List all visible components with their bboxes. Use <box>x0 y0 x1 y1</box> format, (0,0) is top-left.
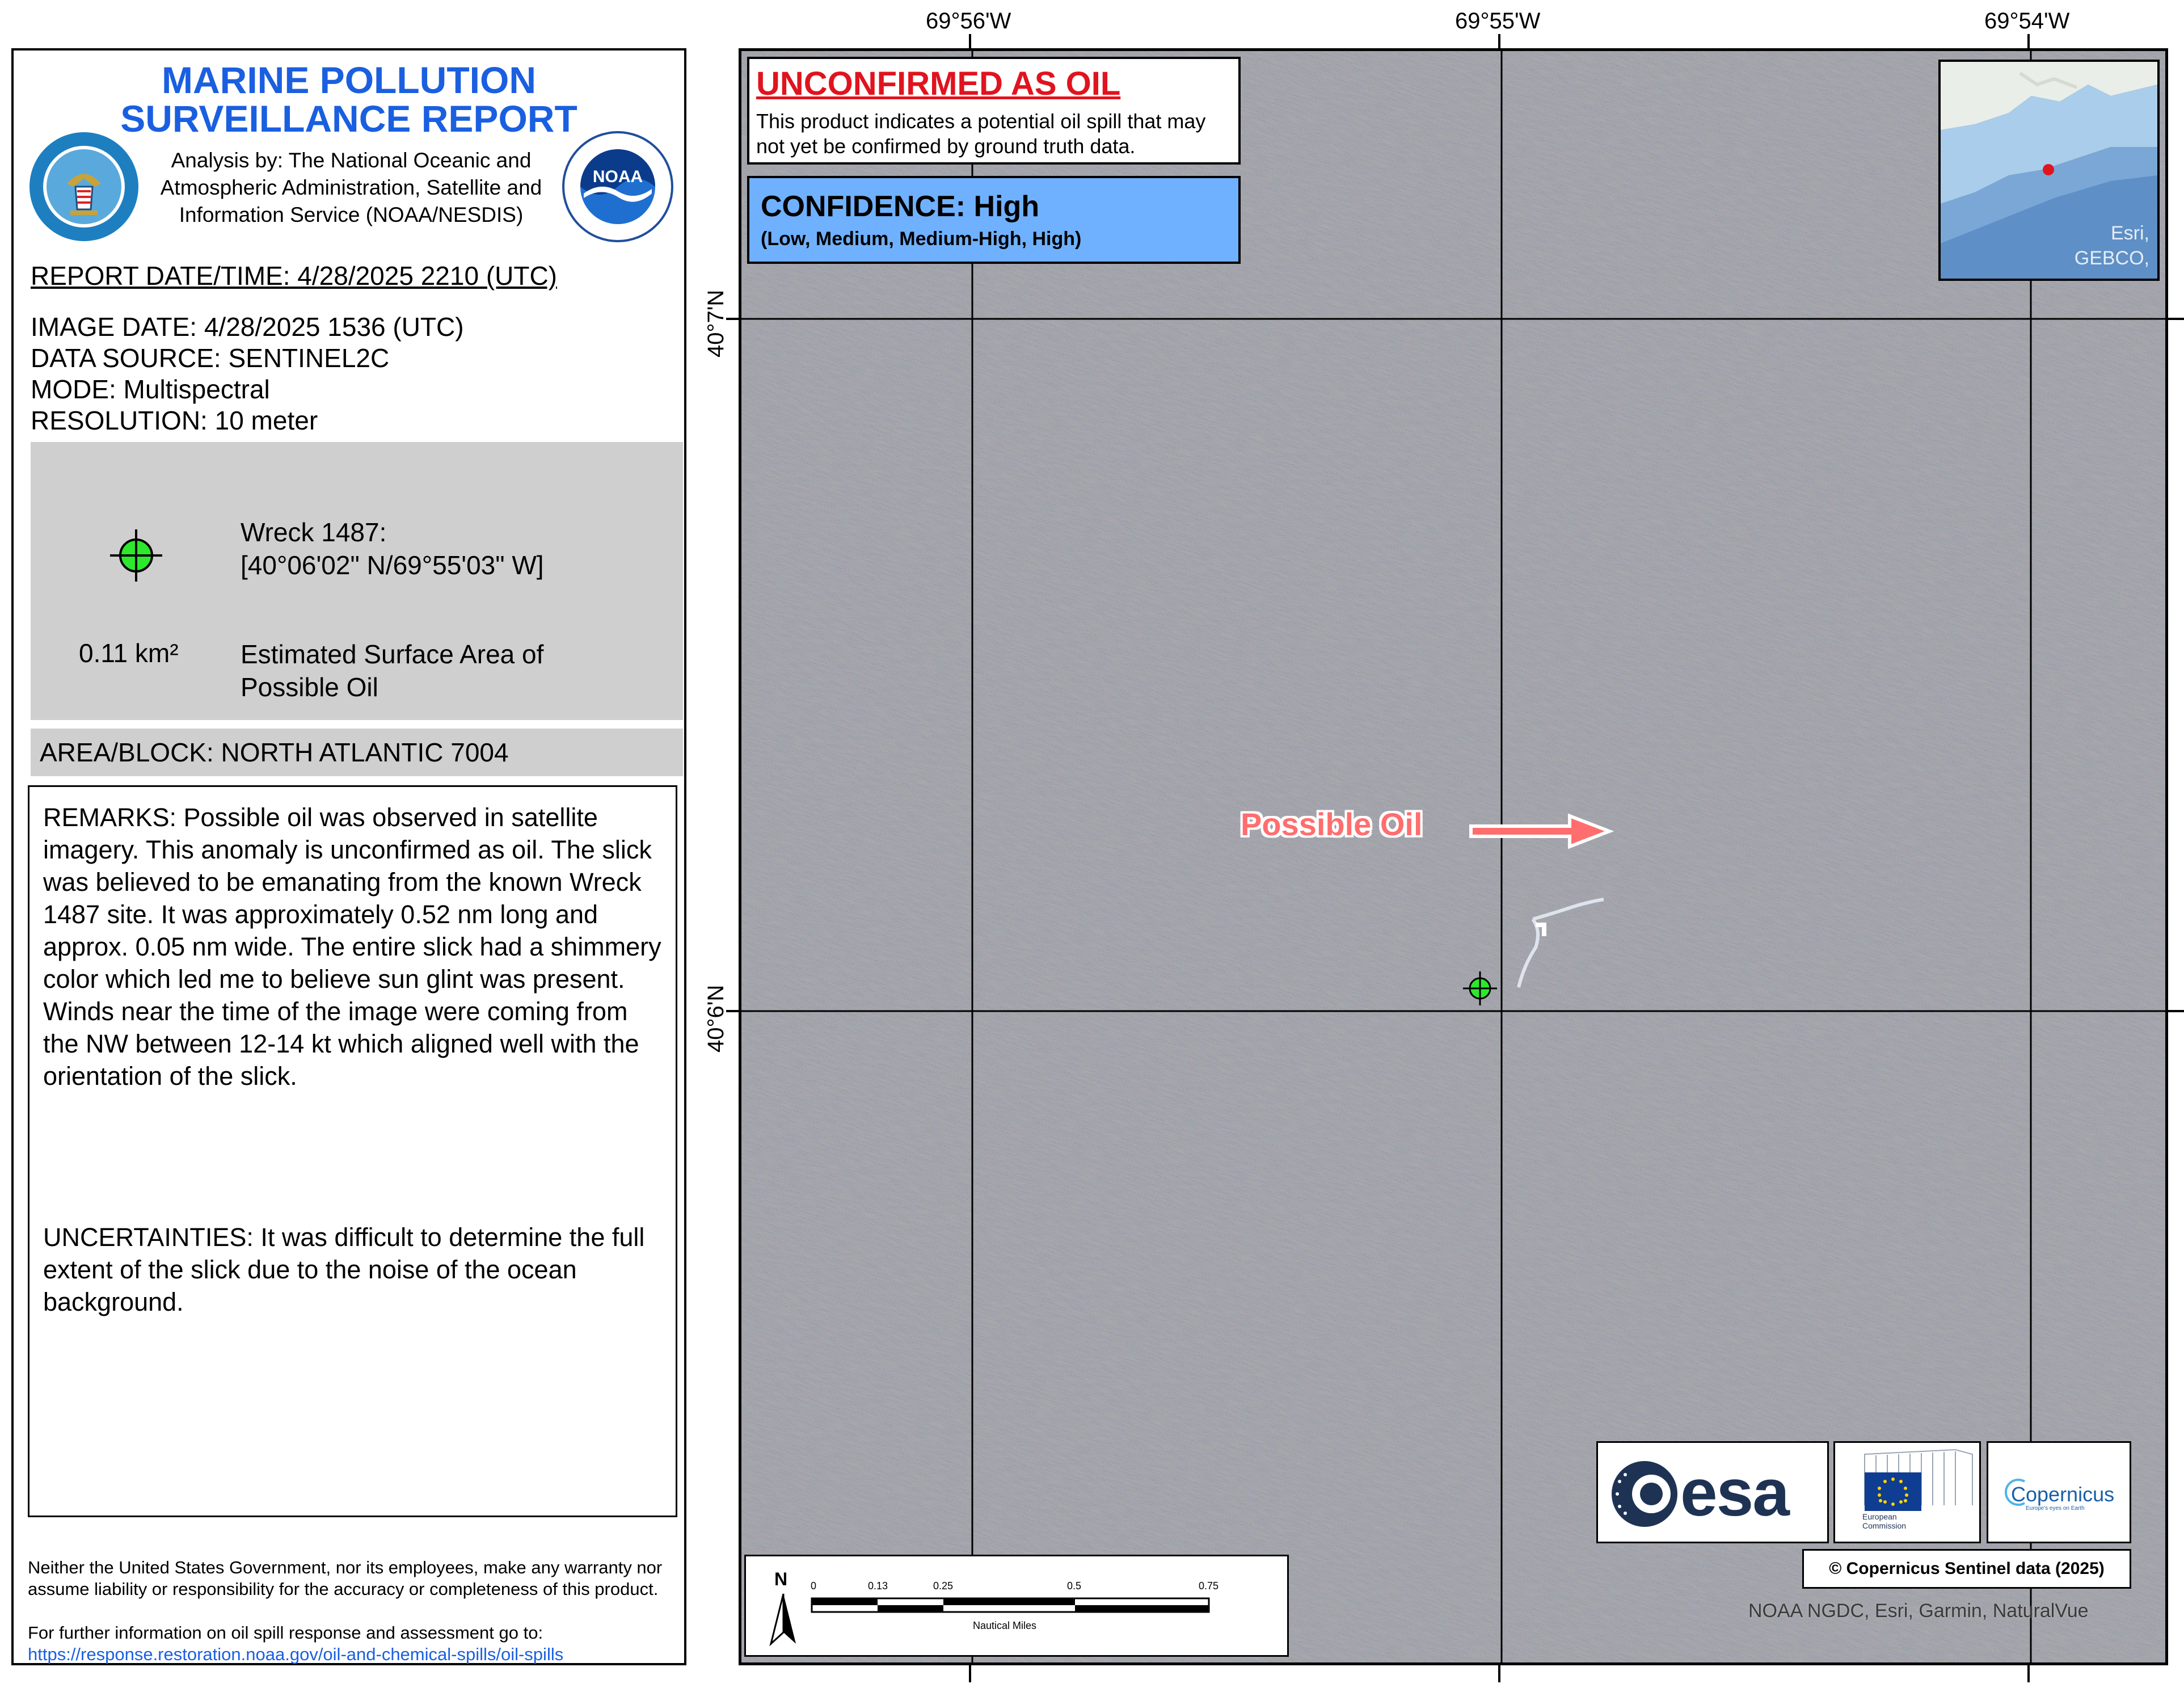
noaa-logo-icon <box>561 130 674 243</box>
inset-map[interactable] <box>1938 60 2160 281</box>
scale-tick-2: 0.25 <box>933 1580 954 1592</box>
more-info-link[interactable]: https://response.restoration.noaa.gov/oil-and-chemical-spills/oil-spills <box>28 1644 564 1664</box>
scale-bar <box>744 1555 1289 1657</box>
longitude-label-2: 69°55'W <box>1455 9 1541 33</box>
scale-tick-4: 0.75 <box>1199 1580 1219 1592</box>
satellite-imagery[interactable] <box>741 51 2165 1662</box>
wreck-crosshair-icon <box>108 527 165 584</box>
report-title-line2: SURVEILLANCE REPORT <box>120 98 577 140</box>
image-date: IMAGE DATE: 4/28/2025 1536 (UTC) <box>31 312 464 342</box>
area-description-line2: Possible Oil <box>241 672 378 702</box>
north-label: N <box>774 1569 788 1589</box>
area-value: 0.11 km² <box>79 638 179 668</box>
disclaimer-text: Neither the United States Government, nor its employees, make any warranty nor assume liability or responsibility for the accuracy or completeness of this product. <box>28 1557 663 1599</box>
area-block: AREA/BLOCK: NORTH ATLANTIC 7004 <box>31 729 683 776</box>
area-description-line1: Estimated Surface Area of <box>241 639 544 669</box>
wreck-name: Wreck 1487: <box>241 517 387 547</box>
data-source: DATA SOURCE: SENTINEL2C <box>31 343 390 373</box>
scale-tick-0: 0 <box>811 1580 817 1592</box>
unconfirmed-notice <box>747 57 1241 165</box>
mode: MODE: Multispectral <box>31 374 270 404</box>
resolution: RESOLUTION: 10 meter <box>31 406 318 435</box>
possible-oil-label: Possible Oil <box>1241 806 1423 842</box>
report-datetime: REPORT DATE/TIME: 4/28/2025 2210 (UTC) <box>31 261 557 291</box>
inset-attribution-line1: Esri, <box>2111 222 2149 244</box>
ec-label-line1: European <box>1862 1512 1897 1521</box>
latitude-label-2: 40°6'N <box>703 984 728 1053</box>
latitude-label-1: 40°7'N <box>703 289 728 357</box>
esa-swirl-icon <box>1609 1459 1680 1530</box>
more-info-prefix: For further information on oil spill response and assessment go to: <box>28 1623 543 1643</box>
copernicus-tagline: Europe's eyes on Earth <box>2026 1505 2085 1512</box>
map-view[interactable] <box>739 48 2168 1665</box>
ec-building-icon <box>1842 1449 1976 1511</box>
report-title-line1: MARINE POLLUTION <box>162 59 536 101</box>
scale-tick-1: 0.13 <box>868 1580 888 1592</box>
unconfirmed-description: This product indicates a potential oil spill that may not yet be confirmed by ground truth data. <box>756 110 1206 158</box>
scale-units: Nautical Miles <box>973 1620 1037 1631</box>
inset-attribution <box>2075 221 2149 271</box>
north-arrow-icon <box>766 1592 800 1648</box>
inset-attribution-line2: GEBCO, <box>2074 247 2149 269</box>
confidence-label: CONFIDENCE: High <box>761 190 1040 223</box>
basemap-credit: NOAA NGDC, Esri, Garmin, NaturalVue <box>1748 1600 2089 1622</box>
remarks-box <box>28 785 677 1517</box>
arrow-right-icon <box>1468 811 1615 851</box>
report-panel <box>11 48 686 1665</box>
inset-location-marker <box>2043 164 2054 175</box>
scale-tick-3: 0.5 <box>1067 1580 1082 1592</box>
wreck-label <box>241 516 544 582</box>
unconfirmed-title: UNCONFIRMED AS OIL <box>756 65 1121 102</box>
longitude-label-3: 69°54'W <box>1984 9 2070 33</box>
report-title <box>14 61 684 138</box>
copernicus-credit: © Copernicus Sentinel data (2025) <box>1802 1549 2131 1589</box>
possible-oil-slick <box>1502 885 1615 999</box>
department-of-commerce-seal-icon <box>27 130 141 243</box>
analysis-by-text: Analysis by: The National Oceanic and Atmospheric Administration, Satellite and Information Service (NOAA/NESDIS) <box>160 149 542 226</box>
copernicus-logo <box>1987 1441 2131 1543</box>
ec-label <box>1862 1512 1906 1530</box>
area-description <box>241 638 543 704</box>
ec-label-line2: Commission <box>1862 1521 1907 1530</box>
svg-text:NOAA: NOAA <box>592 167 643 186</box>
copernicus-wordmark: Copernicus <box>2011 1483 2115 1506</box>
esa-logo <box>1596 1441 1829 1543</box>
more-info <box>28 1622 680 1665</box>
european-commission-logo <box>1833 1441 1981 1543</box>
remarks-text: REMARKS: Possible oil was observed in satellite imagery. This anomaly is unconfirmed as oil. The slick was believed to be emanating from the known Wreck 1487 site. It was approximately 0.52 nm long and approx. 0.05 nm wide. The entire slick had a shimmery color which led me to believe sun glint was present. Winds near the time of the image were coming from the NW between 12-14 kt which aligned well with the orientation of the slick. <box>43 803 661 1091</box>
wreck-marker-icon[interactable] <box>1462 970 1498 1007</box>
wreck-coordinates: [40°06'02" N/69°55'03" W] <box>241 550 544 580</box>
longitude-label-1: 69°56'W <box>926 9 1011 33</box>
confidence-levels: (Low, Medium, Medium-High, High) <box>761 228 1082 250</box>
uncertainties-text: UNCERTAINTIES: It was difficult to determine the full extent of the slick due to the noise of the ocean background. <box>43 1223 645 1316</box>
confidence-box <box>747 176 1241 264</box>
scale-bar-graphic <box>808 1594 1217 1617</box>
esa-wordmark: esa <box>1680 1455 1789 1530</box>
legend-box <box>31 442 683 720</box>
